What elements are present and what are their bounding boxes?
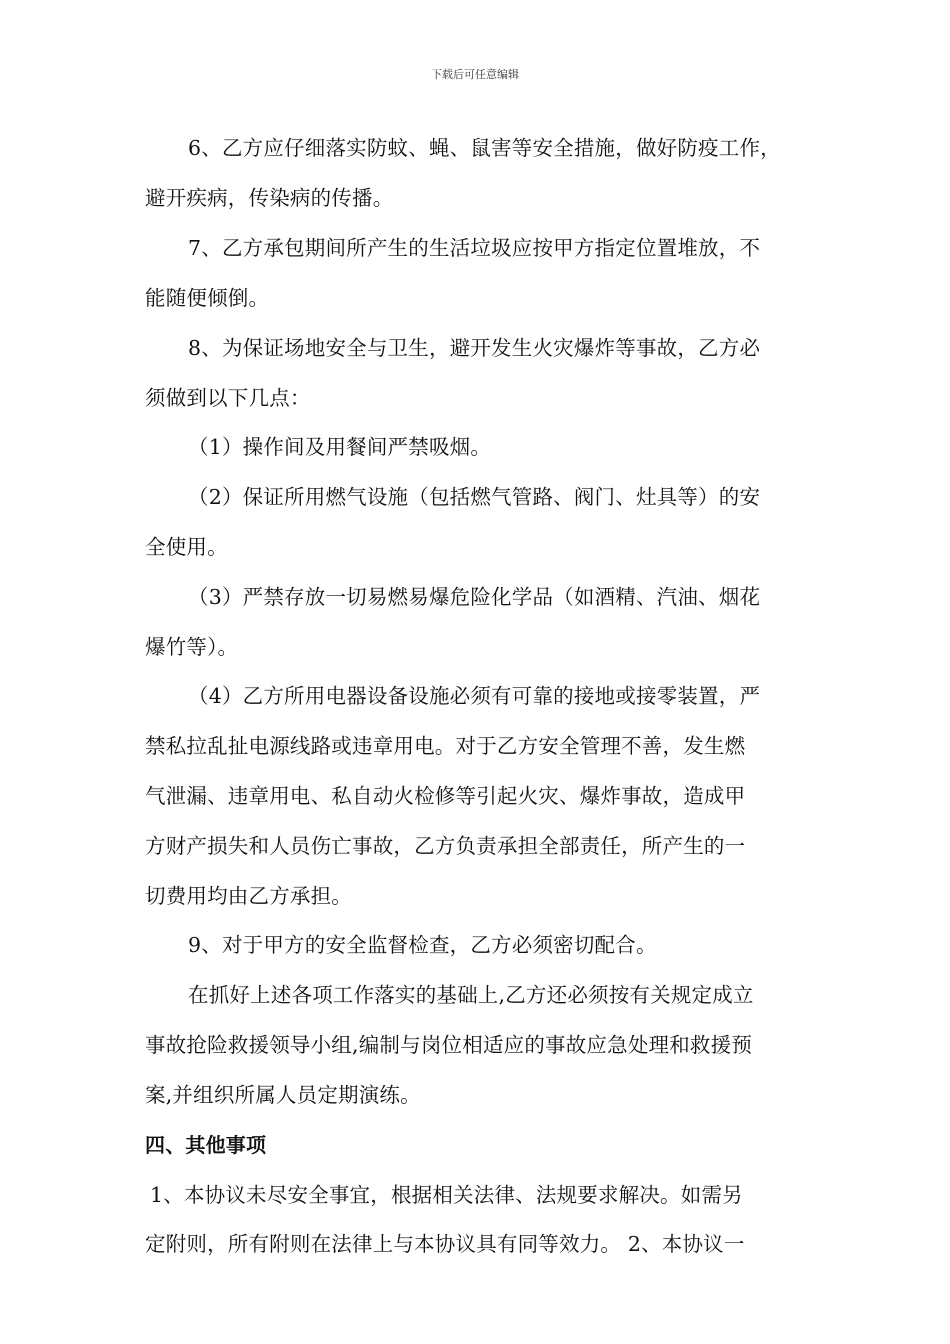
paragraph-line: 须做到以下几点： bbox=[145, 386, 311, 410]
list-item: （2）保证所用燃气设施（包括燃气管路、阀门、灶具等）的安 bbox=[188, 485, 761, 509]
paragraph-line: 全使用。 bbox=[145, 535, 228, 559]
paragraph-line: 1、本协议未尽安全事宜，根据相关法律、法规要求解决。如需另 bbox=[150, 1183, 743, 1207]
list-item: （4）乙方所用电器设备设施必须有可靠的接地或接零装置，严 bbox=[188, 684, 761, 708]
paragraph-line: 9、对于甲方的安全监督检查，乙方必须密切配合。 bbox=[188, 933, 657, 957]
paragraph-line: 案,并组织所属人员定期演练。 bbox=[145, 1083, 421, 1107]
paragraph-line: 7、乙方承包期间所产生的生活垃圾应按甲方指定位置堆放，不 bbox=[188, 236, 761, 260]
paragraph-line: 禁私拉乱扯电源线路或违章用电。对于乙方安全管理不善，发生燃 bbox=[145, 734, 746, 758]
paragraph-line: 切费用均由乙方承担。 bbox=[145, 884, 352, 908]
list-item: （3）严禁存放一切易燃易爆危险化学品（如酒精、汽油、烟花 bbox=[188, 585, 761, 609]
paragraph-line: 定附则，所有附则在法律上与本协议具有同等效力。 2、本协议一 bbox=[145, 1232, 745, 1256]
paragraph-line: 6、乙方应仔细落实防蚊、蝇、鼠害等安全措施，做好防疫工作， bbox=[188, 136, 781, 160]
paragraph-line: 方财产损失和人员伤亡事故，乙方负责承担全部责任，所产生的一 bbox=[145, 834, 746, 858]
paragraph-line: 气泄漏、违章用电、私自动火检修等引起火灾、爆炸事故，造成甲 bbox=[145, 784, 746, 808]
page-header-watermark: 下载后可任意编辑 bbox=[431, 68, 519, 81]
paragraph-line: 能随便倾倒。 bbox=[145, 286, 270, 310]
paragraph-line: 避开疾病，传染病的传播。 bbox=[145, 186, 394, 210]
section-heading: 四、其他事项 bbox=[145, 1133, 267, 1157]
paragraph-line: 在抓好上述各项工作落实的基础上,乙方还必须按有关规定成立 bbox=[188, 983, 754, 1007]
list-item: （1）操作间及用餐间严禁吸烟。 bbox=[188, 435, 492, 459]
paragraph-line: 事故抢险救援领导小组,编制与岗位相适应的事故应急处理和救援预 bbox=[145, 1033, 753, 1057]
paragraph-line: 8、为保证场地安全与卫生，避开发生火灾爆炸等事故，乙方必 bbox=[188, 336, 761, 360]
paragraph-line: 爆竹等）。 bbox=[145, 635, 239, 659]
